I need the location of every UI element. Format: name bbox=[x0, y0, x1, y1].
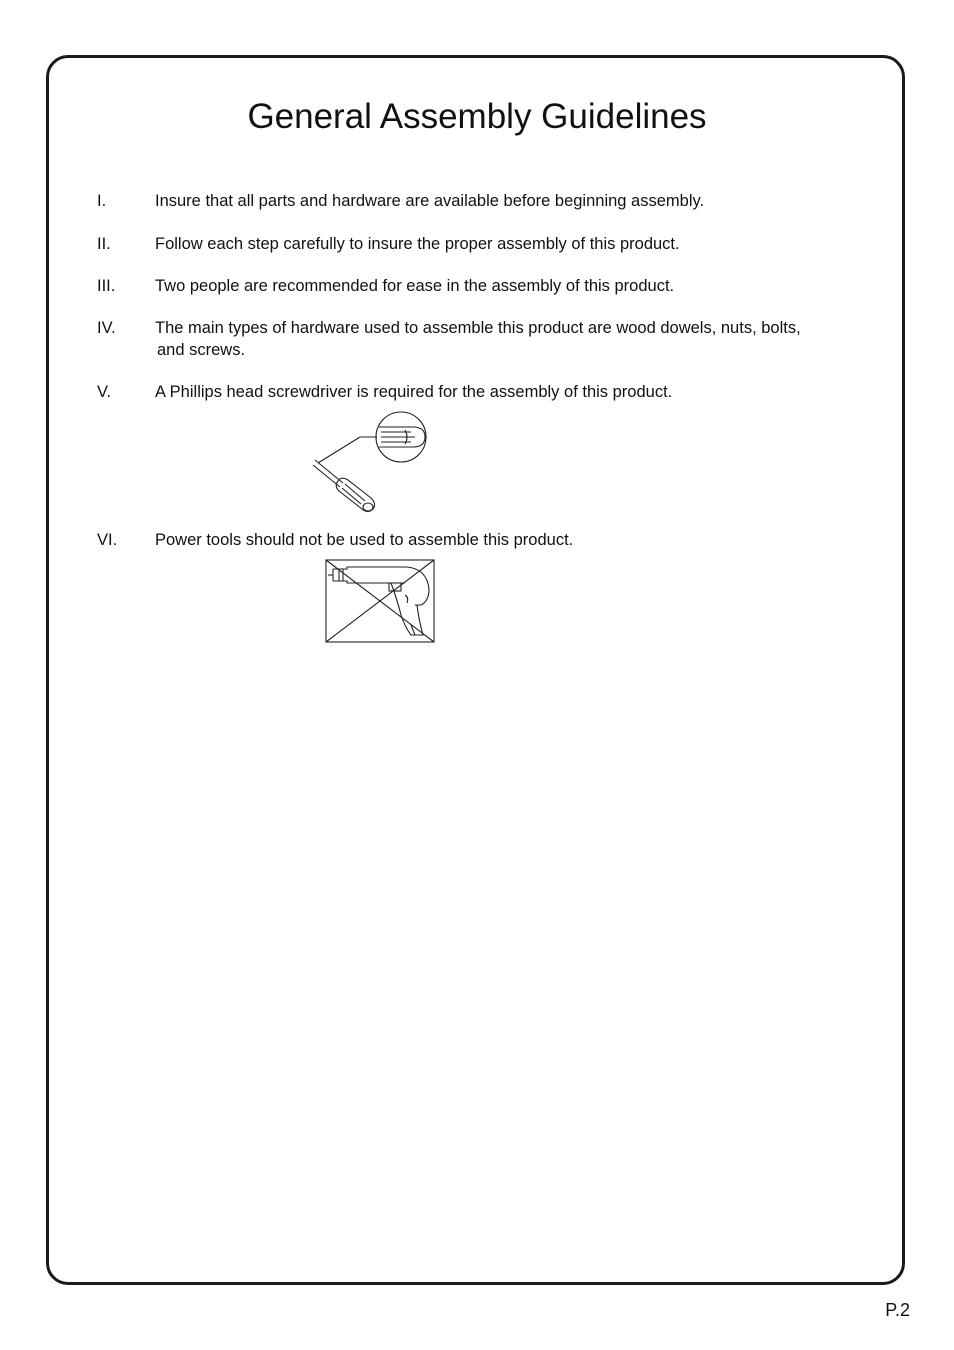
guideline-text: A Phillips head screwdriver is required for the assembly of this product. bbox=[155, 383, 673, 401]
phillips-screwdriver-icon bbox=[305, 408, 435, 520]
guideline-number: I. bbox=[97, 192, 107, 210]
page-number: P.2 bbox=[885, 1300, 910, 1320]
guideline-number: IV. bbox=[97, 319, 116, 337]
guideline-number: III. bbox=[97, 277, 116, 295]
guideline-text: Follow each step carefully to insure the proper assembly of this product. bbox=[155, 235, 680, 253]
guideline-text bbox=[155, 317, 855, 361]
guideline-number: II. bbox=[97, 235, 111, 253]
guideline-text-line2: and screws. bbox=[157, 341, 246, 359]
guideline-number: V. bbox=[97, 383, 112, 401]
page-title: General Assembly Guidelines bbox=[247, 97, 707, 136]
guideline-number: VI. bbox=[97, 531, 118, 549]
guideline-text: Two people are recommended for ease in the assembly of this product. bbox=[155, 277, 675, 295]
guideline-text-line1: The main types of hardware used to assemble this product are wood dowels, nuts, bolts, bbox=[155, 319, 801, 337]
guideline-text: Insure that all parts and hardware are available before beginning assembly. bbox=[155, 192, 705, 210]
guideline-text: Power tools should not be used to assemble this product. bbox=[155, 531, 574, 549]
no-power-drill-icon bbox=[325, 559, 437, 645]
